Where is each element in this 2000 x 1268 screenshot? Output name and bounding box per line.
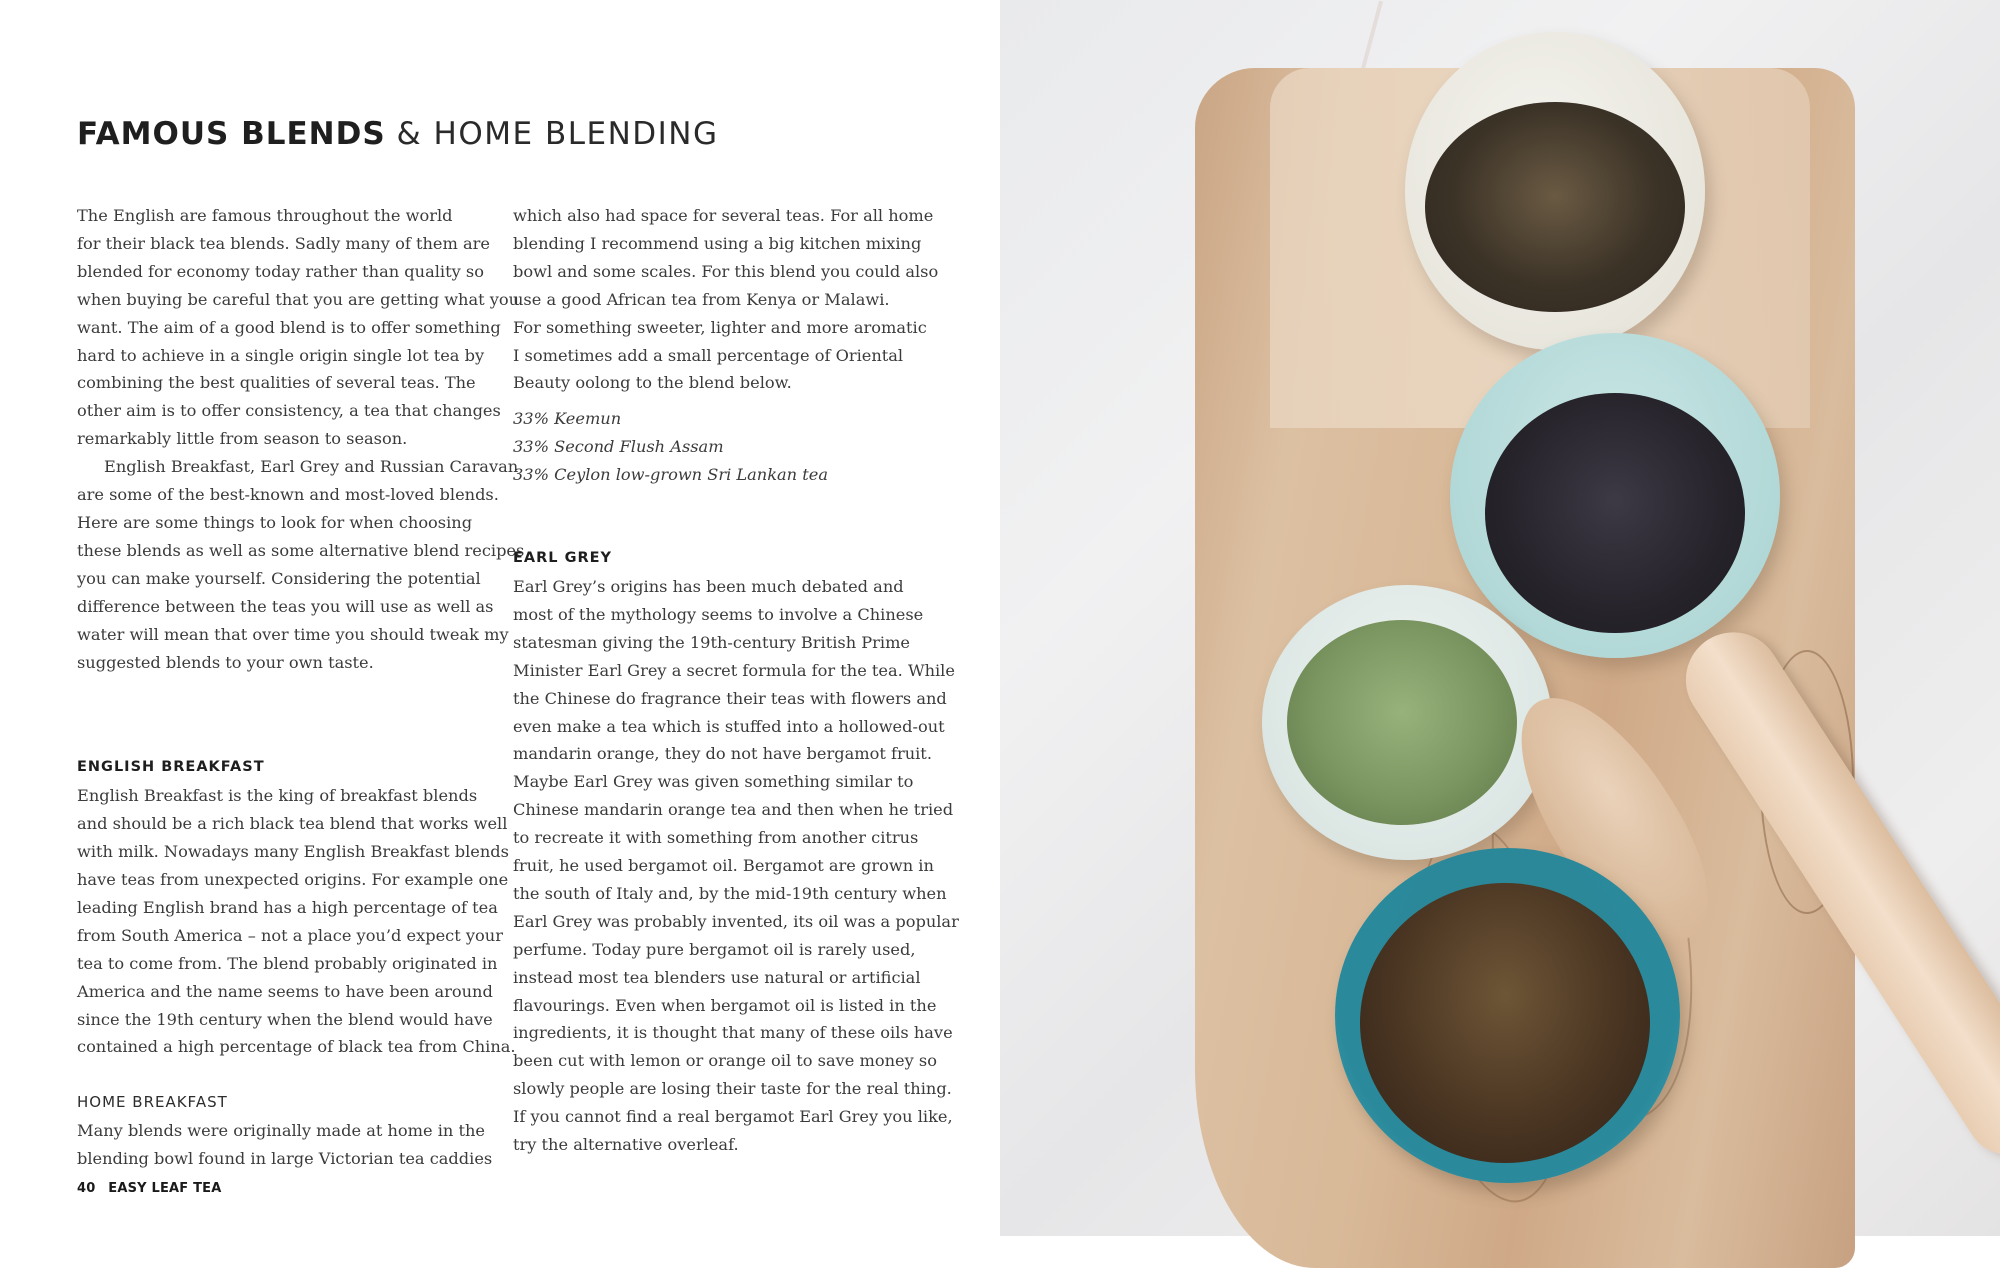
text-line: other aim is to offer consistency, a tea that changes [77,401,501,421]
text-line: hard to achieve in a single origin single lot tea by [77,345,485,365]
text-line: these blends as well as some alternative blend recipes [77,540,525,560]
text-line: you can make yourself. Considering the potential [77,568,481,588]
text-column-1 [77,202,525,1173]
text-line: most of the mythology seems to involve a Chinese [513,604,924,624]
text-line: Beauty oolong to the blend below. [513,373,792,393]
text-line: suggested blends to your own taste. [77,652,374,672]
page-title-bold: FAMOUS BLENDS [77,116,386,152]
section-heading: HOME BREAKFAST [77,1093,228,1112]
text-line: when buying be careful that you are getting what you [77,289,520,309]
section-english-breakfast [77,754,516,1061]
bowl-light-blue [1450,333,1780,658]
text-line: tea to come from. The blend probably originated in [77,953,498,973]
text-line: which also had space for several teas. For all home [513,206,934,225]
recipe-item: 33% Ceylon low-grown Sri Lankan tea [513,465,828,485]
text-line: Maybe Earl Grey was given something similar to [513,772,914,792]
text-line: Here are some things to look for when choosing [77,512,473,532]
intro-paragraph-2 [77,453,525,676]
bowl-pale [1262,585,1552,860]
text-line: blending bowl found in large Victorian tea caddies [77,1149,493,1169]
text-line: even make a tea which is stuffed into a hollowed-out [513,716,945,736]
text-line: contained a high percentage of black tea from China. [77,1037,516,1057]
text-line: flavourings. Even when bergamot oil is listed in the [513,995,937,1015]
text-line: ingredients, it is thought that many of these oils have [513,1023,953,1043]
text-line: leading English brand has a high percentage of tea [77,897,498,917]
text-line: America and the name seems to have been around [77,981,493,1001]
text-line: perfume. Today pure bergamot oil is rarely used, [513,939,916,959]
spacer [77,1061,497,1089]
text-line: combining the best qualities of several teas. The [77,373,476,393]
tea-black-ctc [1485,393,1745,633]
text-line: blending I recommend using a big kitchen mixing [513,233,922,253]
intro-paragraph [77,202,520,453]
text-line: to recreate it with something from another citrus [513,828,919,848]
text-line: bowl and some scales. For this blend you could also [513,261,939,281]
text-line: have teas from unexpected origins. For example one [77,870,509,890]
text-line: instead most tea blenders use natural or artificial [513,967,921,987]
text-line: the south of Italy and, by the mid-19th century when [513,883,947,903]
text-line: want. The aim of a good blend is to offer something [77,317,501,337]
bowl-teal [1335,848,1680,1183]
book-title: EASY LEAF TEA [108,1181,222,1196]
text-column-2 [513,202,959,1159]
text-line: the Chinese do fragrance their teas with flowers and [513,688,947,708]
text-line: and should be a rich black tea blend that works well [77,814,508,834]
section-heading: ENGLISH BREAKFAST [77,759,265,776]
text-line: statesman giving the 19th-century British Prime [513,632,911,652]
text-line: Earl Grey was probably invented, its oil was a popular [513,911,959,931]
text-line: For something sweeter, lighter and more aromatic [513,317,927,337]
recipe-item: 33% Second Flush Assam [513,437,724,457]
blend-recipe [513,405,933,489]
section-home-breakfast [77,1089,497,1173]
section-earl-grey [513,545,959,1159]
recipe-item: 33% Keemun [513,409,622,429]
text-line: remarkably little from season to season. [77,429,408,449]
text-line: English Breakfast, Earl Grey and Russian Caravan [104,457,519,477]
text-line: are some of the best-known and most-loved blends. [77,485,499,505]
text-line: for their black tea blends. Sadly many of them are [77,233,490,253]
tea-wiry-black [1425,102,1685,312]
text-line: Chinese mandarin orange tea and then when he tried [513,800,954,820]
continued-paragraph [513,202,939,397]
text-line: blended for economy today rather than quality so [77,261,484,281]
page-folio [77,1181,222,1196]
tea-roasted-stems [1360,883,1650,1163]
text-line: difference between the teas you will use as well as [77,596,494,616]
text-line: from South America – not a place you’d expect your [77,925,503,945]
text-line: use a good African tea from Kenya or Malawi. [513,289,890,309]
text-line: fruit, he used bergamot oil. Bergamot are grown in [513,856,934,876]
spacer [77,676,497,732]
text-line: since the 19th century when the blend would have [77,1009,493,1029]
tea-herbal-leaves [1287,620,1517,825]
section-heading: EARL GREY [513,550,613,567]
left-page [0,0,1000,1236]
text-line: If you cannot find a real bergamot Earl Grey you like, [513,1107,953,1127]
page-number: 40 [77,1181,96,1196]
text-line: slowly people are losing their taste for the real thing. [513,1079,952,1099]
text-line: Minister Earl Grey a secret formula for the tea. While [513,660,955,680]
text-line: English Breakfast is the king of breakfast blends [77,786,478,806]
text-line: The English are famous throughout the world [77,206,453,225]
text-line: Many blends were originally made at home in the [77,1121,486,1141]
text-line: been cut with lemon or orange oil to save money so [513,1051,937,1071]
spacer [77,732,497,754]
text-line: mandarin orange, they do not have bergamot fruit. [513,744,932,764]
text-line: I sometimes add a small percentage of Oriental [513,345,904,365]
spacer [513,489,933,545]
text-line: with milk. Nowadays many English Breakfast blends [77,842,509,862]
page-title [77,116,719,152]
text-line: try the alternative overleaf. [513,1135,739,1155]
bowl-white [1405,32,1705,350]
text-line: Earl Grey’s origins has been much debated and [513,576,904,596]
spacer [513,397,933,405]
text-line: water will mean that over time you should tweak my [77,624,509,644]
page-title-light: & HOME BLENDING [396,116,719,152]
